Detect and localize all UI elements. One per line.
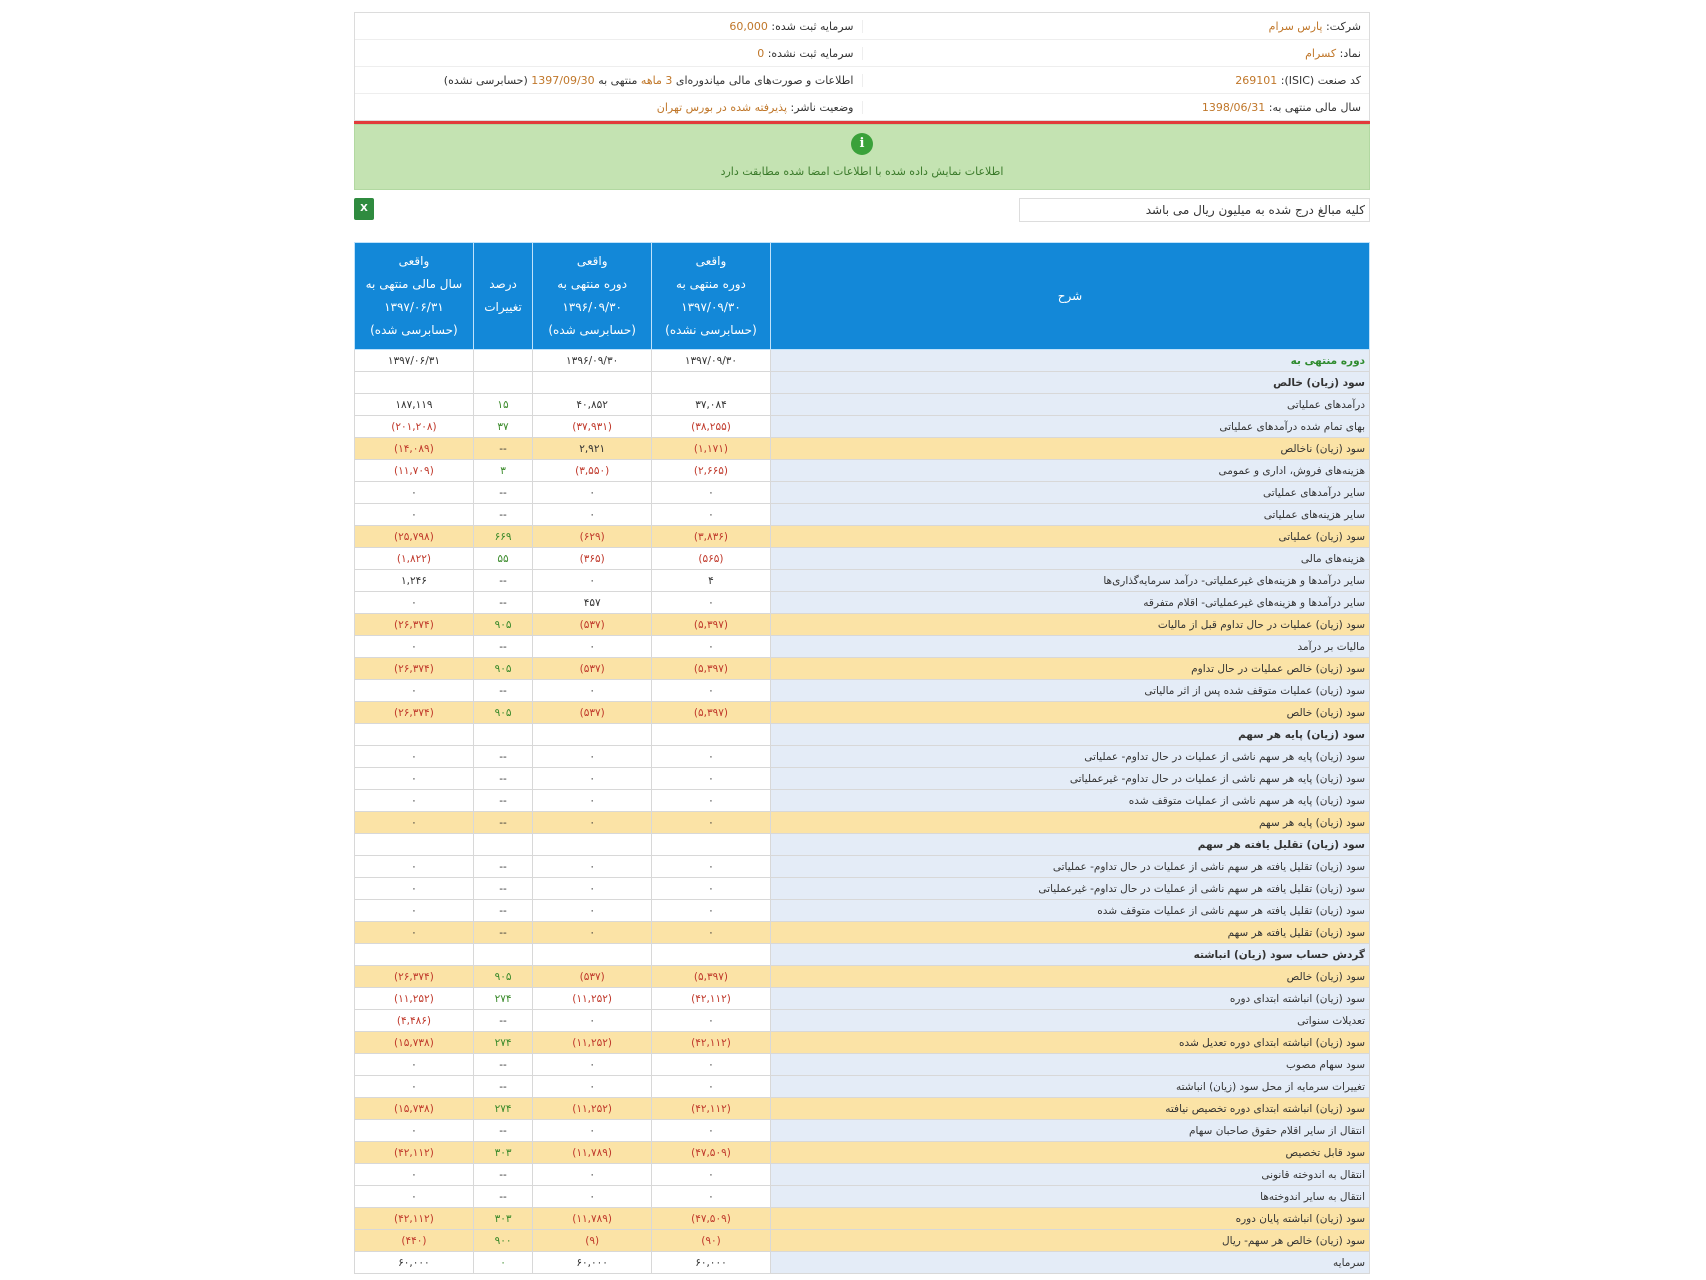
symbol-label: نماد: — [1339, 46, 1361, 60]
table-row — [355, 1120, 1370, 1142]
table-row — [355, 570, 1370, 592]
row-description: سود (زیان) تقلیل یافته هر سهم ناشی از عملیات در حال تداوم- غیرعملیاتی — [770, 878, 1369, 900]
row-description: سود (زیان) پایه هر سهم ناشی از عملیات متوقف شده — [770, 790, 1369, 812]
row-description: سود (زیان) انباشته پایان دوره — [770, 1208, 1369, 1230]
value-change-percent: ۹۰۵ — [473, 966, 532, 988]
unregistered-capital-field — [355, 47, 862, 60]
info-row — [355, 40, 1369, 67]
value-change-percent: -- — [473, 900, 532, 922]
row-description: سود (زیان) خالص هر سهم- ریال — [770, 1230, 1369, 1252]
value-change-percent: -- — [473, 1010, 532, 1032]
value-period-1397: ۰ — [652, 1164, 771, 1186]
header-period-1396: واقعی دوره منتهی به ۱۳۹۶/۰۹/۳۰ (حسابرسی شده) — [533, 243, 652, 350]
value-period-1396: ۰ — [533, 1186, 652, 1208]
value-fiscal-year: ۰ — [355, 1164, 474, 1186]
info-row — [355, 94, 1369, 120]
report-container — [354, 12, 1370, 1274]
value-period-1397: ۰ — [652, 768, 771, 790]
value-period-1396: ۱۳۹۶/۰۹/۳۰ — [533, 350, 652, 372]
value-change-percent — [473, 372, 532, 394]
report-date: 1397/09/30 — [531, 73, 595, 87]
value-period-1397: ۰ — [652, 900, 771, 922]
value-period-1397 — [652, 834, 771, 856]
table-row — [355, 350, 1370, 372]
value-fiscal-year — [355, 372, 474, 394]
table-row — [355, 1054, 1370, 1076]
value-period-1397: (۲,۶۶۵) — [652, 460, 771, 482]
symbol-field — [862, 47, 1370, 60]
publisher-status-field — [355, 101, 862, 114]
value-period-1396: (۱۱,۲۵۲) — [533, 1032, 652, 1054]
row-description: سود قابل تخصیص — [770, 1142, 1369, 1164]
value-period-1396: ۰ — [533, 482, 652, 504]
excel-export-icon[interactable]: X — [354, 198, 374, 220]
table-row — [355, 768, 1370, 790]
value-fiscal-year — [355, 944, 474, 966]
value-period-1396: (۵۳۷) — [533, 614, 652, 636]
row-description: تغییرات سرمایه از محل سود (زیان) انباشته — [770, 1076, 1369, 1098]
row-description: گردش حساب سود (زیان) انباشته — [770, 944, 1369, 966]
value-fiscal-year: ۶۰,۰۰۰ — [355, 1252, 474, 1274]
row-description: سود (زیان) عملیات متوقف شده پس از اثر مالیاتی — [770, 680, 1369, 702]
value-period-1396: (۱۱,۲۵۲) — [533, 1098, 652, 1120]
value-change-percent: -- — [473, 592, 532, 614]
company-info-panel — [354, 12, 1370, 121]
value-period-1396: ۰ — [533, 570, 652, 592]
row-description: سود (زیان) تقلیل یافته هر سهم — [770, 834, 1369, 856]
value-period-1397: ۰ — [652, 1120, 771, 1142]
value-fiscal-year: (۱۱,۲۵۲) — [355, 988, 474, 1010]
table-body — [355, 350, 1370, 1274]
value-change-percent: -- — [473, 482, 532, 504]
value-period-1396: ۰ — [533, 1054, 652, 1076]
table-row — [355, 746, 1370, 768]
table-row — [355, 1208, 1370, 1230]
value-change-percent: ۰ — [473, 1252, 532, 1274]
unregistered-capital-value: 0 — [757, 46, 765, 60]
value-period-1396: ۰ — [533, 878, 652, 900]
row-description: سود (زیان) پایه هر سهم ناشی از عملیات در حال تداوم- عملیاتی — [770, 746, 1369, 768]
report-description — [355, 74, 862, 87]
value-period-1397: ۳۷,۰۸۴ — [652, 394, 771, 416]
row-description: سایر درآمدها و هزینه‌های غیرعملیاتی- درآمد سرمایه‌گذاری‌ها — [770, 570, 1369, 592]
table-row — [355, 526, 1370, 548]
value-period-1397: ۰ — [652, 790, 771, 812]
row-description: سود (زیان) ناخالص — [770, 438, 1369, 460]
value-change-percent: -- — [473, 680, 532, 702]
header-period-1397: واقعی دوره منتهی به ۱۳۹۷/۰۹/۳۰ (حسابرسی نشده) — [652, 243, 771, 350]
value-fiscal-year: (۲۶,۳۷۴) — [355, 658, 474, 680]
table-row — [355, 1164, 1370, 1186]
value-period-1396: (۹) — [533, 1230, 652, 1252]
value-period-1396: ۰ — [533, 900, 652, 922]
value-period-1397: (۵۶۵) — [652, 548, 771, 570]
value-change-percent: -- — [473, 1054, 532, 1076]
value-period-1396: ۰ — [533, 680, 652, 702]
value-period-1396: ۰ — [533, 1076, 652, 1098]
row-description: درآمدهای عملیاتی — [770, 394, 1369, 416]
value-period-1396: (۳۷,۹۳۱) — [533, 416, 652, 438]
value-period-1397: ۰ — [652, 592, 771, 614]
fiscal-year-field — [862, 101, 1370, 114]
value-change-percent: ۳۰۳ — [473, 1142, 532, 1164]
value-fiscal-year: ۰ — [355, 1054, 474, 1076]
value-period-1397: ۴ — [652, 570, 771, 592]
table-row — [355, 416, 1370, 438]
table-row — [355, 1142, 1370, 1164]
value-fiscal-year: (۲۰۱,۲۰۸) — [355, 416, 474, 438]
table-row — [355, 900, 1370, 922]
value-fiscal-year: ۰ — [355, 900, 474, 922]
table-row — [355, 702, 1370, 724]
value-period-1397: ۰ — [652, 922, 771, 944]
value-period-1396: ۰ — [533, 1164, 652, 1186]
unit-bar — [354, 190, 1370, 232]
table-row — [355, 878, 1370, 900]
company-field — [862, 20, 1370, 33]
value-fiscal-year: ۰ — [355, 636, 474, 658]
table-row — [355, 482, 1370, 504]
value-fiscal-year: ۰ — [355, 1186, 474, 1208]
symbol-link[interactable]: کسرام — [1305, 46, 1337, 60]
row-description: هزینه‌های فروش، اداری و عمومی — [770, 460, 1369, 482]
value-fiscal-year: ۰ — [355, 878, 474, 900]
report-prefix: اطلاعات و صورت‌های مالی میاندوره‌ای — [675, 73, 854, 87]
value-change-percent: ۳۷ — [473, 416, 532, 438]
header-desc: شرح — [770, 243, 1369, 350]
value-period-1397: (۵,۳۹۷) — [652, 966, 771, 988]
registered-capital-field — [355, 20, 862, 33]
value-fiscal-year: ۰ — [355, 504, 474, 526]
table-row — [355, 790, 1370, 812]
value-change-percent: ۹۰۰ — [473, 1230, 532, 1252]
table-row — [355, 812, 1370, 834]
value-period-1397: (۴۲,۱۱۲) — [652, 1032, 771, 1054]
row-description: سود (زیان) پایه هر سهم — [770, 812, 1369, 834]
notice-text: اطلاعات نمایش داده شده با اطلاعات امضا شده مطابقت دارد — [720, 165, 1004, 178]
value-fiscal-year: (۴,۴۸۶) — [355, 1010, 474, 1032]
value-period-1396 — [533, 834, 652, 856]
value-fiscal-year: ۱,۲۴۶ — [355, 570, 474, 592]
table-row — [355, 460, 1370, 482]
value-fiscal-year: ۰ — [355, 482, 474, 504]
value-change-percent: ۲۷۴ — [473, 988, 532, 1010]
table-row — [355, 680, 1370, 702]
value-period-1396: (۱۱,۲۵۲) — [533, 988, 652, 1010]
row-description: سود (زیان) پایه هر سهم ناشی از عملیات در حال تداوم- غیرعملیاتی — [770, 768, 1369, 790]
row-description: سود (زیان) خالص — [770, 966, 1369, 988]
report-suffix: (حسابرسی نشده) — [443, 73, 528, 87]
value-period-1396: ۰ — [533, 504, 652, 526]
table-row — [355, 1252, 1370, 1274]
table-row — [355, 834, 1370, 856]
row-description: انتقال به اندوخته قانونی — [770, 1164, 1369, 1186]
isic-field — [862, 74, 1370, 87]
value-period-1397: ۰ — [652, 746, 771, 768]
value-fiscal-year: ۰ — [355, 922, 474, 944]
publisher-status-label: وضعیت ناشر: — [790, 100, 854, 114]
table-row — [355, 922, 1370, 944]
value-change-percent: ۳۰۳ — [473, 1208, 532, 1230]
table-row — [355, 504, 1370, 526]
row-description: سود (زیان) تقلیل یافته هر سهم ناشی از عملیات در حال تداوم- عملیاتی — [770, 856, 1369, 878]
value-change-percent: -- — [473, 570, 532, 592]
value-period-1396: ۰ — [533, 1120, 652, 1142]
row-description: انتقال از سایر اقلام حقوق صاحبان سهام — [770, 1120, 1369, 1142]
value-period-1397: (۵,۳۹۷) — [652, 614, 771, 636]
value-fiscal-year: (۴۲,۱۱۲) — [355, 1142, 474, 1164]
value-change-percent: -- — [473, 1186, 532, 1208]
value-period-1396: ۴۵۷ — [533, 592, 652, 614]
row-description: سایر هزینه‌های عملیاتی — [770, 504, 1369, 526]
value-period-1397: ۰ — [652, 1076, 771, 1098]
value-change-percent — [473, 834, 532, 856]
fiscal-year-label: سال مالی منتهی به: — [1268, 100, 1361, 114]
value-fiscal-year: ۰ — [355, 768, 474, 790]
row-description: بهای تمام شده درآمدهای عملیاتی — [770, 416, 1369, 438]
value-change-percent — [473, 944, 532, 966]
value-period-1397: ۰ — [652, 680, 771, 702]
value-period-1397 — [652, 372, 771, 394]
value-period-1397: (۹۰) — [652, 1230, 771, 1252]
row-description: سود (زیان) خالص — [770, 702, 1369, 724]
value-change-percent: ۹۰۵ — [473, 658, 532, 680]
value-period-1397 — [652, 724, 771, 746]
value-change-percent: ۹۰۵ — [473, 614, 532, 636]
table-row — [355, 1076, 1370, 1098]
table-row — [355, 1186, 1370, 1208]
report-period: 3 ماهه — [640, 73, 673, 87]
value-period-1396: ۰ — [533, 856, 652, 878]
row-description: دوره منتهی به — [770, 350, 1369, 372]
info-row — [355, 67, 1369, 94]
row-description: سود (زیان) انباشته ابتدای دوره تخصیص نیافته — [770, 1098, 1369, 1120]
value-fiscal-year — [355, 834, 474, 856]
value-fiscal-year: ۰ — [355, 746, 474, 768]
value-period-1397: ۰ — [652, 878, 771, 900]
table-row — [355, 1032, 1370, 1054]
value-period-1396: (۱۱,۷۸۹) — [533, 1208, 652, 1230]
value-change-percent: -- — [473, 1076, 532, 1098]
value-change-percent: ۱۵ — [473, 394, 532, 416]
value-fiscal-year: (۲۶,۳۷۴) — [355, 614, 474, 636]
verification-notice — [354, 124, 1370, 190]
table-row — [355, 856, 1370, 878]
table-row — [355, 1098, 1370, 1120]
row-description: هزینه‌های مالی — [770, 548, 1369, 570]
value-change-percent: -- — [473, 922, 532, 944]
table-row — [355, 636, 1370, 658]
row-description: سایر درآمدها و هزینه‌های غیرعملیاتی- اقلام متفرقه — [770, 592, 1369, 614]
row-description: سود (زیان) انباشته ابتدای دوره تعدیل شده — [770, 1032, 1369, 1054]
value-period-1397: (۱,۱۷۱) — [652, 438, 771, 460]
value-fiscal-year: (۴۴۰) — [355, 1230, 474, 1252]
value-fiscal-year — [355, 724, 474, 746]
value-fiscal-year: ۰ — [355, 592, 474, 614]
value-fiscal-year: (۲۵,۷۹۸) — [355, 526, 474, 548]
value-change-percent: -- — [473, 878, 532, 900]
value-fiscal-year: (۱۵,۷۳۸) — [355, 1032, 474, 1054]
row-description: سود (زیان) خالص عملیات در حال تداوم — [770, 658, 1369, 680]
value-fiscal-year: (۴۲,۱۱۲) — [355, 1208, 474, 1230]
value-period-1396: ۰ — [533, 636, 652, 658]
unregistered-capital-label: سرمایه ثبت نشده: — [767, 46, 854, 60]
table-row — [355, 548, 1370, 570]
publisher-status-value: پذیرفته شده در بورس تهران — [656, 100, 788, 114]
value-period-1397: (۴۲,۱۱۲) — [652, 988, 771, 1010]
row-description: سود (زیان) خالص — [770, 372, 1369, 394]
value-period-1396: ۲,۹۲۱ — [533, 438, 652, 460]
value-period-1397: (۳۸,۲۵۵) — [652, 416, 771, 438]
table-row — [355, 372, 1370, 394]
row-description: سود سهام مصوب — [770, 1054, 1369, 1076]
table-row — [355, 944, 1370, 966]
value-period-1397 — [652, 944, 771, 966]
unit-note: کلیه مبالغ درج شده به میلیون ریال می باشد — [1019, 198, 1370, 222]
value-fiscal-year: (۲۶,۳۷۴) — [355, 702, 474, 724]
value-change-percent: -- — [473, 856, 532, 878]
value-change-percent: -- — [473, 636, 532, 658]
row-description: سایر درآمدهای عملیاتی — [770, 482, 1369, 504]
table-row — [355, 724, 1370, 746]
report-mid: منتهی به — [598, 73, 638, 87]
value-fiscal-year: (۱۴,۰۸۹) — [355, 438, 474, 460]
value-fiscal-year: ۱۳۹۷/۰۶/۳۱ — [355, 350, 474, 372]
value-change-percent — [473, 724, 532, 746]
table-row — [355, 394, 1370, 416]
value-period-1396: ۰ — [533, 812, 652, 834]
value-period-1396: (۱۱,۷۸۹) — [533, 1142, 652, 1164]
value-change-percent: ۲۷۴ — [473, 1098, 532, 1120]
value-change-percent: ۲۷۴ — [473, 1032, 532, 1054]
company-name-link[interactable]: پارس سرام — [1268, 19, 1323, 33]
isic-value: 269101 — [1235, 73, 1278, 87]
value-period-1397: (۴۷,۵۰۹) — [652, 1142, 771, 1164]
row-description: مالیات بر درآمد — [770, 636, 1369, 658]
value-change-percent — [473, 350, 532, 372]
registered-capital-value: 60,000 — [729, 19, 768, 33]
row-description: سرمایه — [770, 1252, 1369, 1274]
value-period-1396: (۶۲۹) — [533, 526, 652, 548]
value-change-percent: ۹۰۵ — [473, 702, 532, 724]
value-period-1396 — [533, 372, 652, 394]
value-period-1396 — [533, 724, 652, 746]
value-period-1397: ۰ — [652, 1186, 771, 1208]
row-description: سود (زیان) پایه هر سهم — [770, 724, 1369, 746]
value-fiscal-year: ۰ — [355, 856, 474, 878]
value-period-1397: ۰ — [652, 504, 771, 526]
table-row — [355, 1010, 1370, 1032]
value-change-percent: -- — [473, 504, 532, 526]
table-header-row — [355, 243, 1370, 350]
value-period-1397: (۵,۳۹۷) — [652, 658, 771, 680]
header-fiscal-year: واقعی سال مالی منتهی به ۱۳۹۷/۰۶/۳۱ (حسابرسی شده) — [355, 243, 474, 350]
value-change-percent: -- — [473, 438, 532, 460]
value-period-1397: ۰ — [652, 482, 771, 504]
value-fiscal-year: ۰ — [355, 680, 474, 702]
value-period-1396: ۰ — [533, 922, 652, 944]
value-period-1397: (۵,۳۹۷) — [652, 702, 771, 724]
value-period-1397: ۶۰,۰۰۰ — [652, 1252, 771, 1274]
value-change-percent: -- — [473, 1164, 532, 1186]
value-change-percent: -- — [473, 1120, 532, 1142]
table-row — [355, 988, 1370, 1010]
value-period-1396: (۳۶۵) — [533, 548, 652, 570]
table-row — [355, 1230, 1370, 1252]
value-fiscal-year: (۱۵,۷۳۸) — [355, 1098, 474, 1120]
row-description: انتقال به سایر اندوخته‌ها — [770, 1186, 1369, 1208]
row-description: سود (زیان) عملیات در حال تداوم قبل از مالیات — [770, 614, 1369, 636]
value-period-1396: ۰ — [533, 790, 652, 812]
value-fiscal-year: ۱۸۷,۱۱۹ — [355, 394, 474, 416]
info-icon: i — [851, 133, 873, 155]
company-label: شرکت: — [1325, 19, 1361, 33]
value-period-1397: (۴۷,۵۰۹) — [652, 1208, 771, 1230]
value-period-1396: ۰ — [533, 768, 652, 790]
value-period-1397: ۰ — [652, 856, 771, 878]
table-row — [355, 614, 1370, 636]
fiscal-year-value: 1398/06/31 — [1201, 100, 1266, 114]
value-period-1396: (۵۳۷) — [533, 966, 652, 988]
registered-capital-label: سرمایه ثبت شده: — [771, 19, 854, 33]
value-period-1396: (۵۳۷) — [533, 702, 652, 724]
value-period-1396: ۴۰,۸۵۲ — [533, 394, 652, 416]
value-period-1397: (۳,۸۳۶) — [652, 526, 771, 548]
value-period-1396: (۳,۵۵۰) — [533, 460, 652, 482]
value-period-1396 — [533, 944, 652, 966]
row-description: سود (زیان) انباشته ابتدای دوره — [770, 988, 1369, 1010]
value-period-1397: ۰ — [652, 1054, 771, 1076]
value-period-1396: ۶۰,۰۰۰ — [533, 1252, 652, 1274]
isic-label: کد صنعت (ISIC): — [1280, 73, 1361, 87]
header-change-percent: درصد تغییرات — [473, 243, 532, 350]
value-change-percent: ۳ — [473, 460, 532, 482]
value-change-percent: -- — [473, 746, 532, 768]
value-change-percent: -- — [473, 812, 532, 834]
table-row — [355, 438, 1370, 460]
income-statement-table — [354, 242, 1370, 1274]
value-period-1396: ۰ — [533, 746, 652, 768]
value-change-percent: ۵۵ — [473, 548, 532, 570]
value-fiscal-year: (۱,۸۲۲) — [355, 548, 474, 570]
value-change-percent: ۶۶۹ — [473, 526, 532, 548]
value-fiscal-year: ۰ — [355, 1076, 474, 1098]
value-fiscal-year: ۰ — [355, 790, 474, 812]
value-period-1397: ۰ — [652, 1010, 771, 1032]
value-change-percent: -- — [473, 790, 532, 812]
info-row — [355, 13, 1369, 40]
table-row — [355, 966, 1370, 988]
value-change-percent: -- — [473, 768, 532, 790]
value-period-1396: ۰ — [533, 1010, 652, 1032]
row-description: سود (زیان) تقلیل یافته هر سهم ناشی از عملیات متوقف شده — [770, 900, 1369, 922]
value-fiscal-year: ۰ — [355, 1120, 474, 1142]
value-period-1396: (۵۳۷) — [533, 658, 652, 680]
value-fiscal-year: (۱۱,۷۰۹) — [355, 460, 474, 482]
row-description: سود (زیان) تقلیل یافته هر سهم — [770, 922, 1369, 944]
value-period-1397: ۰ — [652, 812, 771, 834]
value-fiscal-year: (۲۶,۳۷۴) — [355, 966, 474, 988]
row-description: تعدیلات سنواتی — [770, 1010, 1369, 1032]
row-description: سود (زیان) عملیاتی — [770, 526, 1369, 548]
value-fiscal-year: ۰ — [355, 812, 474, 834]
value-period-1397: (۴۲,۱۱۲) — [652, 1098, 771, 1120]
table-row — [355, 592, 1370, 614]
value-period-1397: ۱۳۹۷/۰۹/۳۰ — [652, 350, 771, 372]
value-period-1397: ۰ — [652, 636, 771, 658]
table-row — [355, 658, 1370, 680]
